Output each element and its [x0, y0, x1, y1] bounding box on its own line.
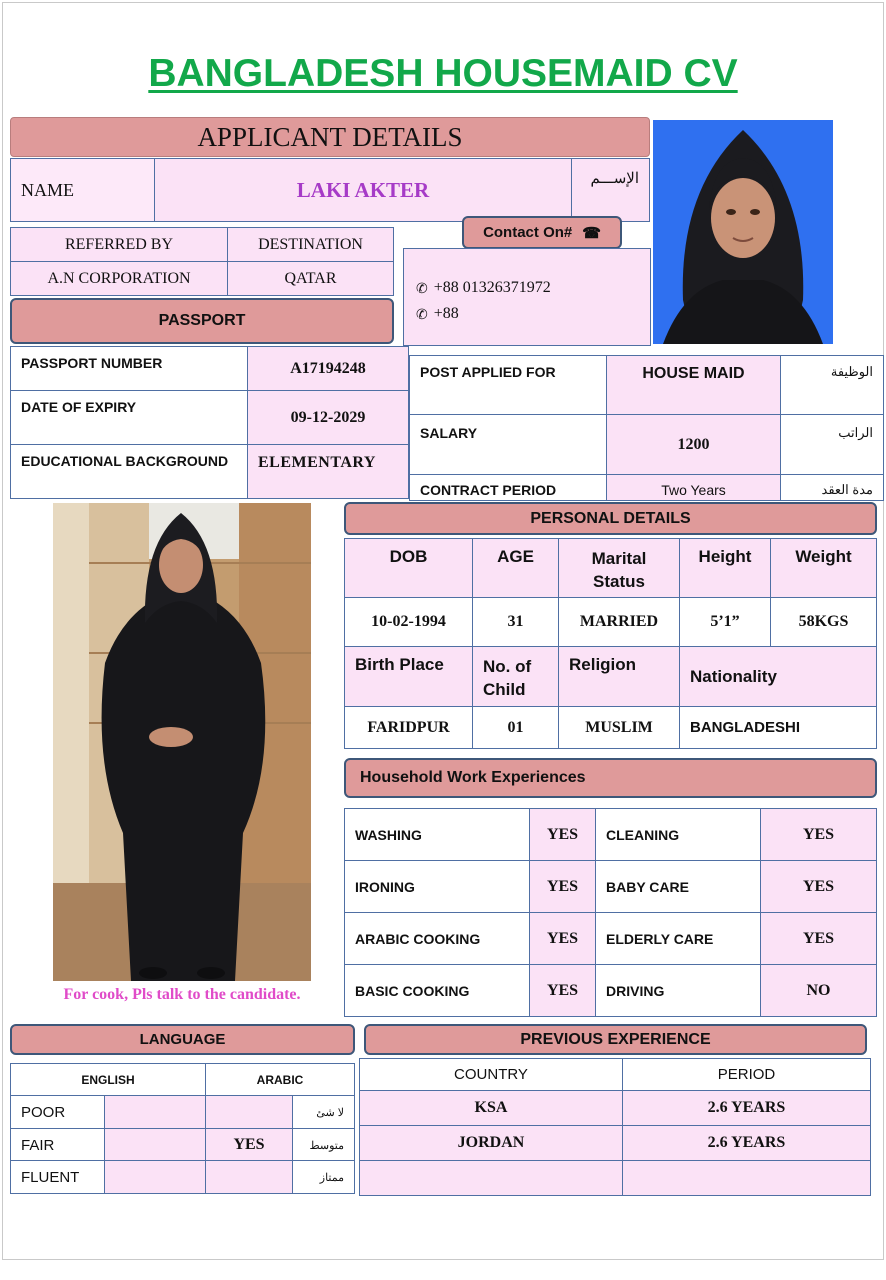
previous-col-country-text: COUNTRY	[454, 1066, 528, 1083]
photo-note-text: For cook, Pls talk to the candidate.	[63, 986, 301, 1003]
household-right-value	[760, 808, 877, 861]
household-left-label	[344, 964, 530, 1017]
household-right-value-text: NO	[806, 981, 831, 999]
previous-country-value	[359, 1160, 623, 1196]
language-arabic-level-label	[292, 1160, 355, 1194]
household-left-label-text: IRONING	[355, 878, 415, 895]
nationality-value	[679, 706, 877, 749]
marital-value	[558, 597, 680, 647]
salary-label	[409, 414, 607, 475]
contact-phone-row-1	[416, 275, 650, 301]
passport-number-label	[10, 346, 248, 391]
dob-value-text: 10-02-1994	[371, 613, 446, 630]
household-right-label	[595, 860, 761, 913]
household-left-value-text: YES	[546, 877, 579, 895]
household-right-label-text: ELDERLY CARE	[606, 930, 714, 947]
language-arabic-level-label-text: ممتاز	[319, 1171, 344, 1184]
language-arabic-value	[205, 1095, 293, 1129]
language-english-value	[104, 1095, 206, 1129]
household-left-value-text: YES	[546, 929, 579, 947]
household-left-value-text: YES	[546, 825, 579, 843]
previous-col-period	[622, 1058, 871, 1091]
household-right-label	[595, 964, 761, 1017]
previous-col-country	[359, 1058, 623, 1091]
contact-phone-row-2	[416, 301, 650, 327]
language-arabic-level-label	[292, 1095, 355, 1129]
post-value	[606, 355, 781, 415]
nationality-value-text: BANGLADESHI	[690, 719, 801, 736]
birthplace-value	[344, 706, 473, 749]
language-header-text: LANGUAGE	[139, 1031, 226, 1048]
household-header	[344, 758, 877, 798]
dob-value	[344, 597, 473, 647]
destination-label	[227, 227, 394, 262]
children-value	[472, 706, 559, 749]
destination-label-text: DESTINATION	[258, 235, 363, 253]
nationality-label-text: Nationality	[690, 666, 777, 686]
name-value	[154, 158, 572, 222]
nationality-label	[679, 646, 877, 707]
contact-header	[462, 216, 622, 249]
salary-value-text: 1200	[677, 435, 710, 453]
education-label	[10, 444, 248, 499]
contract-label	[409, 474, 607, 501]
language-arabic-level-label	[292, 1128, 355, 1162]
language-english-value	[104, 1160, 206, 1194]
name-label-text: NAME	[21, 179, 74, 200]
personal-details-header	[344, 502, 877, 535]
contact-box	[403, 248, 651, 346]
destination-value	[227, 261, 394, 296]
household-left-label-text: BASIC COOKING	[355, 982, 470, 999]
language-level-label	[10, 1160, 105, 1194]
previous-col-period-text: PERIOD	[717, 1066, 776, 1083]
household-header-text: Household Work Experiences	[360, 769, 586, 786]
household-right-label	[595, 808, 761, 861]
referred-by-value	[10, 261, 228, 296]
expiry-value	[247, 390, 409, 445]
cv-title	[0, 52, 886, 96]
language-level-label	[10, 1128, 105, 1162]
household-left-label	[344, 808, 530, 861]
education-value	[247, 444, 409, 499]
age-value-text: 31	[507, 613, 524, 630]
language-header	[10, 1024, 355, 1055]
language-arabic-value	[205, 1160, 293, 1194]
weight-value	[770, 597, 877, 647]
phone-small-icon: ✆	[416, 279, 428, 296]
religion-value-text: MUSLIM	[585, 718, 653, 736]
household-right-value	[760, 912, 877, 965]
salary-value	[606, 414, 781, 475]
language-arabic-value	[205, 1128, 293, 1162]
post-label	[409, 355, 607, 415]
salary-arabic	[780, 414, 884, 475]
contact-phone-1: +88 01326371972	[433, 279, 551, 296]
household-right-value	[760, 860, 877, 913]
full-body-photo	[53, 503, 311, 981]
contract-value-text: Two Years	[661, 482, 726, 498]
birthplace-label-text: Birth Place	[355, 655, 444, 674]
household-right-label	[595, 912, 761, 965]
children-value-text: 01	[507, 718, 524, 736]
marital-label-text: Marital Status	[591, 549, 647, 591]
previous-country-value-text: KSA	[474, 1099, 508, 1116]
contact-label-text: Contact On#	[483, 224, 573, 241]
dob-label-text: DOB	[389, 547, 428, 566]
previous-period-value-text: 2.6 YEARS	[707, 1099, 786, 1116]
expiry-label-text: DATE OF EXPIRY	[21, 399, 137, 415]
education-value-text: ELEMENTARY	[258, 454, 376, 471]
passport-number-label-text: PASSPORT NUMBER	[21, 355, 163, 371]
previous-period-value-text: 2.6 YEARS	[707, 1134, 786, 1151]
language-english-value	[104, 1128, 206, 1162]
household-left-label-text: WASHING	[355, 826, 422, 843]
marital-value-text: MARRIED	[579, 613, 659, 630]
contract-value	[606, 474, 781, 501]
language-level-label-text: FLUENT	[21, 1168, 80, 1186]
household-right-label-text: DRIVING	[606, 982, 665, 999]
passport-number-value	[247, 346, 409, 391]
salary-label-text: SALARY	[420, 425, 478, 441]
post-arabic	[780, 355, 884, 415]
language-level-label	[10, 1095, 105, 1129]
household-left-value	[529, 808, 596, 861]
portrait-illustration	[653, 120, 833, 344]
birthplace-label	[344, 646, 473, 707]
weight-value-text: 58KGS	[798, 613, 849, 630]
referred-by-value-text: A.N CORPORATION	[47, 269, 191, 287]
photo-note	[30, 986, 334, 1004]
birthplace-value-text: FARIDPUR	[367, 718, 450, 736]
household-right-value-text: YES	[802, 877, 835, 895]
previous-period-value	[622, 1090, 871, 1126]
household-right-value-text: YES	[802, 929, 835, 947]
language-col-arabic	[205, 1063, 355, 1096]
height-value	[679, 597, 771, 647]
contact-phone-2: +88	[433, 305, 459, 322]
personal-details-header-text: PERSONAL DETAILS	[530, 509, 691, 527]
household-left-label	[344, 912, 530, 965]
height-value-text: 5’1”	[710, 613, 740, 630]
previous-country-value-text: JORDAN	[457, 1134, 525, 1151]
name-arabic-label	[571, 158, 650, 222]
height-label-text: Height	[698, 547, 752, 566]
applicant-details-header	[10, 117, 650, 157]
household-left-value-text: YES	[546, 981, 579, 999]
age-value	[472, 597, 559, 647]
previous-experience-header-text: PREVIOUS EXPERIENCE	[520, 1030, 711, 1048]
children-label	[472, 646, 559, 707]
post-arabic-text: الوظيفة	[830, 364, 873, 379]
age-label	[472, 538, 559, 598]
household-left-value	[529, 964, 596, 1017]
household-right-value	[760, 964, 877, 1017]
weight-label-text: Weight	[795, 547, 852, 566]
passport-number-value-text: A17194248	[290, 359, 366, 377]
household-right-value-text: YES	[802, 825, 835, 843]
name-value-text: LAKI AKTER	[296, 177, 430, 202]
passport-header	[10, 298, 394, 344]
referred-by-label-text: REFERRED BY	[64, 235, 173, 253]
post-label-text: POST APPLIED FOR	[420, 364, 556, 380]
post-value-text: HOUSE MAID	[642, 365, 745, 382]
household-left-label	[344, 860, 530, 913]
name-arabic-text: الإســـم	[590, 170, 639, 187]
applicant-details-header-text: APPLICANT DETAILS	[197, 121, 463, 152]
destination-value-text: QATAR	[284, 269, 337, 287]
phone-icon: ☎	[582, 224, 601, 242]
household-left-value	[529, 912, 596, 965]
previous-country-value	[359, 1090, 623, 1126]
household-left-label-text: ARABIC COOKING	[355, 930, 481, 947]
language-col-arabic-text: ARABIC	[256, 1072, 304, 1087]
children-label-text: No. of Child	[483, 657, 532, 699]
contract-arabic	[780, 474, 884, 501]
height-label	[679, 538, 771, 598]
language-arabic-value-text: YES	[233, 1136, 265, 1153]
household-left-value	[529, 860, 596, 913]
phone-small-icon: ✆	[416, 305, 428, 322]
household-right-label-text: BABY CARE	[606, 878, 689, 895]
household-right-label-text: CLEANING	[606, 826, 680, 843]
cv-title-text: BANGLADESH HOUSEMAID CV	[148, 52, 738, 95]
portrait-photo	[653, 120, 833, 344]
language-col-english	[10, 1063, 206, 1096]
previous-period-value	[622, 1125, 871, 1161]
religion-label	[558, 646, 680, 707]
passport-header-text: PASSPORT	[158, 312, 246, 329]
previous-country-value	[359, 1125, 623, 1161]
expiry-label	[10, 390, 248, 445]
religion-label-text: Religion	[569, 655, 637, 674]
language-level-label-text: FAIR	[21, 1136, 55, 1154]
name-label	[10, 158, 155, 222]
age-label-text: AGE	[497, 547, 534, 566]
language-level-label-text: POOR	[21, 1103, 66, 1121]
dob-label	[344, 538, 473, 598]
education-label-text: EDUCATIONAL BACKGROUND	[21, 453, 229, 469]
marital-label	[558, 538, 680, 598]
language-arabic-level-label-text: متوسط	[309, 1139, 344, 1152]
previous-period-value	[622, 1160, 871, 1196]
contract-label-text: CONTRACT PERIOD	[420, 482, 557, 498]
salary-arabic-text: الراتب	[838, 425, 873, 440]
weight-label	[770, 538, 877, 598]
contract-arabic-text: مدة العقد	[821, 482, 873, 497]
religion-value	[558, 706, 680, 749]
referred-by-label	[10, 227, 228, 262]
language-arabic-level-label-text: لا شئ	[316, 1106, 344, 1119]
previous-experience-header	[364, 1024, 867, 1055]
language-col-english-text: ENGLISH	[81, 1072, 135, 1087]
expiry-value-text: 09-12-2029	[290, 408, 366, 426]
full-body-illustration	[53, 503, 311, 981]
